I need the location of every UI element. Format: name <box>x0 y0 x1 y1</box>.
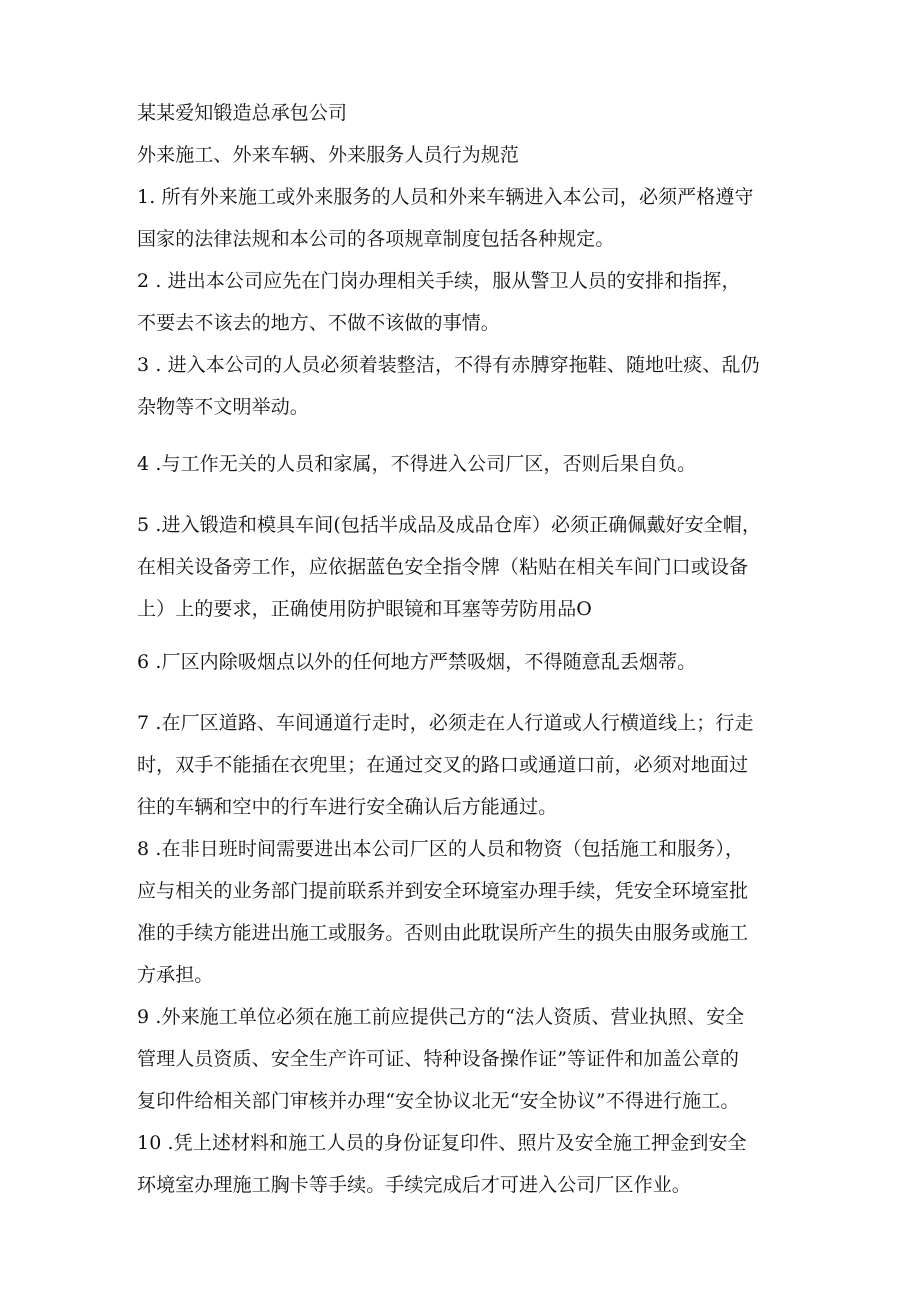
document-title: 外来施工、外来车辆、外来服务人员行为规范 <box>137 144 520 166</box>
rule-1-line-1: 1. 所有外来施工或外来服务的人员和外来车辆进入本公司，必须严格遵守 <box>137 186 754 208</box>
rule-8-line-1: 8 .在非日班时间需要进出本公司厂区的人员和物资（包括施工和服务）， <box>137 838 745 860</box>
rule-10-line-1: 10 .凭上述材料和施工人员的身份证复印件、照片及安全施工押金到安全 <box>137 1132 747 1154</box>
rule-10-line-2: 环境室办理施工胸卡等手续。手续完成后才可进入公司厂区作业。 <box>137 1174 691 1196</box>
rule-7-line-2: 时，双手不能插在衣兜里；在通过交叉的路口或通道口前，必须对地面过 <box>137 754 749 776</box>
rule-5-line-1: 5 .进入锻造和模具车间(包括半成品及成品仓库）必须正确佩戴好安全帽， <box>137 514 762 536</box>
rule-6-line-1: 6 .厂区内除吸烟点以外的任何地方严禁吸烟，不得随意乱丢烟蒂。 <box>137 651 697 673</box>
rule-9-line-1: 9 .外来施工单位必须在施工前应提供己方的“法人资质、营业执照、安全 <box>137 1006 745 1028</box>
rule-8-line-4: 方承担。 <box>137 964 214 986</box>
rule-3-line-2: 杂物等不文明举动。 <box>137 396 309 418</box>
rule-4-line-1: 4 .与工作无关的人员和家属，不得进入公司厂区，否则后果自负。 <box>137 453 697 475</box>
rule-9-line-2: 管理人员资质、安全生产许可证、特种设备操作证”等证件和加盖公章的 <box>137 1048 739 1070</box>
rule-3-line-1: 3 . 进入本公司的人员必须着装整洁，不得有赤膊穿拖鞋、随地吐痰、乱仍 <box>137 354 760 376</box>
rule-8-line-2: 应与相关的业务部门提前联系并到安全环境室办理手续，凭安全环境室批 <box>137 880 749 902</box>
rule-5-line-3: 上）上的要求，正确使用防护眼镜和耳塞等劳防用品O <box>137 598 592 620</box>
rule-9-line-3: 复印件给相关部门审核并办理“安全协议北无“安全协议”不得进行施工。 <box>137 1090 740 1112</box>
company-name: 某某爱知锻造总承包公司 <box>137 102 348 124</box>
document-content <box>137 99 797 1199</box>
rule-1-line-2: 国家的法律法规和本公司的各项规章制度包括各种规定。 <box>137 228 615 250</box>
rule-7-line-3: 往的车辆和空中的行车进行安全确认后方能通过。 <box>137 796 558 818</box>
rule-7-line-1: 7 .在厂区道路、车间通道行走时，必须走在人行道或人行横道线上；行走 <box>137 712 754 734</box>
rule-8-line-3: 准的手续方能进出施工或服务。否则由此耽误所产生的损失由服务或施工 <box>137 922 749 944</box>
rule-5-line-2: 在相关设备旁工作，应依据蓝色安全指令牌（粘贴在相关车间门口或设备 <box>137 556 749 578</box>
rule-2-line-1: 2 . 进出本公司应先在门岗办理相关手续，服从警卫人员的安排和指挥， <box>137 270 741 292</box>
rule-2-line-2: 不要去不该去的地方、不做不该做的事情。 <box>137 312 500 334</box>
